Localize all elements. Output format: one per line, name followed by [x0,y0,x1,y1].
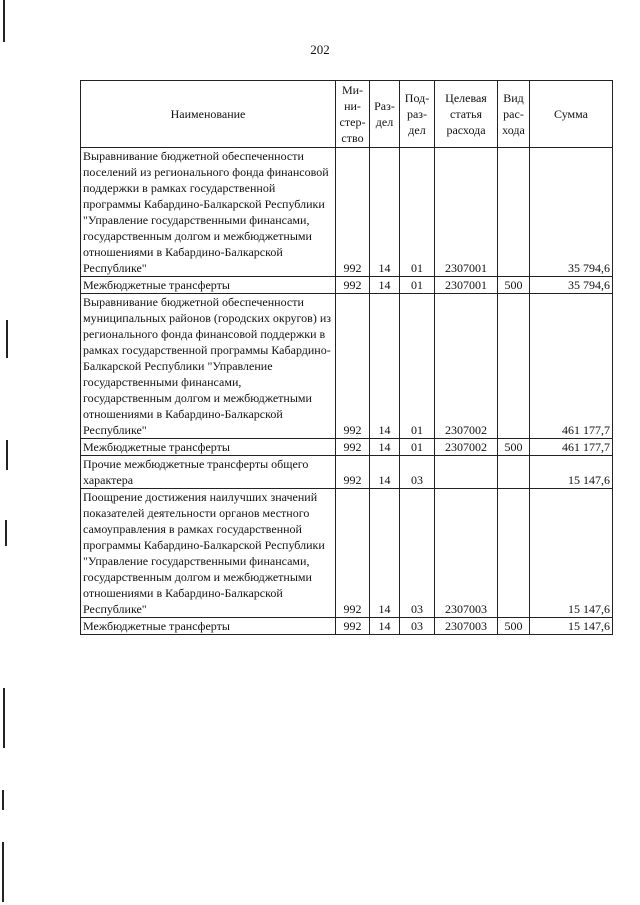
scan-artifact-mark [2,790,4,810]
row-section: 14 [370,294,400,439]
row-target [435,456,498,489]
row-subsection: 01 [400,439,435,456]
row-sum: 461 177,7 [530,439,613,456]
row-ministry: 992 [336,439,370,456]
row-section: 14 [370,439,400,456]
row-subsection: 03 [400,456,435,489]
row-section: 14 [370,618,400,635]
page-number: 202 [310,42,330,57]
row-subsection: 01 [400,294,435,439]
row-ministry: 992 [336,277,370,294]
row-target: 2307001 [435,148,498,277]
row-ministry: 992 [336,148,370,277]
row-section: 14 [370,277,400,294]
row-subsection: 01 [400,277,435,294]
row-type [498,294,530,439]
table-row [81,456,613,489]
scan-artifact-mark [5,520,7,546]
header-subsection: Под- раз- дел [400,81,435,148]
row-section: 14 [370,148,400,277]
row-target: 2307003 [435,489,498,618]
row-name: Межбюджетные трансферты [81,277,336,294]
row-subsection: 03 [400,618,435,635]
header-sum: Сумма [530,81,613,148]
row-target: 2307003 [435,618,498,635]
header-section: Раз- дел [370,81,400,148]
row-ministry: 992 [336,456,370,489]
row-type [498,456,530,489]
row-sum: 15 147,6 [530,618,613,635]
row-name: Межбюджетные трансферты [81,618,336,635]
row-section: 14 [370,456,400,489]
table-row [81,148,613,277]
row-name: Выравнивание бюджетной обеспеченности поселений из регионального фонда финансовой поддержки в рамках государственной программы Кабардино-Балкарской Республики "Управление государственными финансами, государственным долгом и межбюджетными отношениями в Кабардино-Балкарской Республике" [81,148,336,277]
table-row [81,489,613,618]
scan-artifact-mark [6,440,8,470]
row-type: 500 [498,277,530,294]
table-header-row [81,81,613,148]
scan-artifact-mark [3,0,5,42]
scan-artifact-mark [2,842,4,902]
scan-artifact-mark [6,320,8,358]
row-target: 2307001 [435,277,498,294]
row-name: Прочие межбюджетные трансферты общего характера [81,456,336,489]
budget-table [80,80,613,635]
row-sum: 15 147,6 [530,489,613,618]
header-ministry: Ми- ни- стер- ство [336,81,370,148]
row-target: 2307002 [435,294,498,439]
row-ministry: 992 [336,294,370,439]
table-row [81,277,613,294]
row-subsection: 01 [400,148,435,277]
row-target: 2307002 [435,439,498,456]
row-ministry: 992 [336,618,370,635]
row-name: Поощрение достижения наилучших значений показателей деятельности органов местного самоуправления в рамках государственной программы Кабардино-Балкарской Республики "Управление государственными финансами, государственным долгом и межбюджетными отношениями в Кабардино-Балкарской Республике" [81,489,336,618]
scan-artifact-mark [3,688,5,748]
table-row [81,294,613,439]
header-target: Целевая статья расхода [435,81,498,148]
row-sum: 461 177,7 [530,294,613,439]
row-subsection: 03 [400,489,435,618]
row-name: Межбюджетные трансферты [81,439,336,456]
table-row [81,618,613,635]
header-name: Наименование [81,81,336,148]
row-sum: 35 794,6 [530,148,613,277]
row-type: 500 [498,618,530,635]
row-type: 500 [498,439,530,456]
row-section: 14 [370,489,400,618]
row-type [498,148,530,277]
row-ministry: 992 [336,489,370,618]
row-sum: 35 794,6 [530,277,613,294]
row-type [498,489,530,618]
row-name: Выравнивание бюджетной обеспеченности муниципальных районов (городских округов) из регионального фонда финансовой поддержки в рамках государственной программы Кабардино-Балкарской Республики "Управление государственными финансами, государственным долгом и межбюджетными отношениями в Кабардино-Балкарской Республике" [81,294,336,439]
table-row [81,439,613,456]
row-sum: 15 147,6 [530,456,613,489]
header-type: Вид рас- хода [498,81,530,148]
